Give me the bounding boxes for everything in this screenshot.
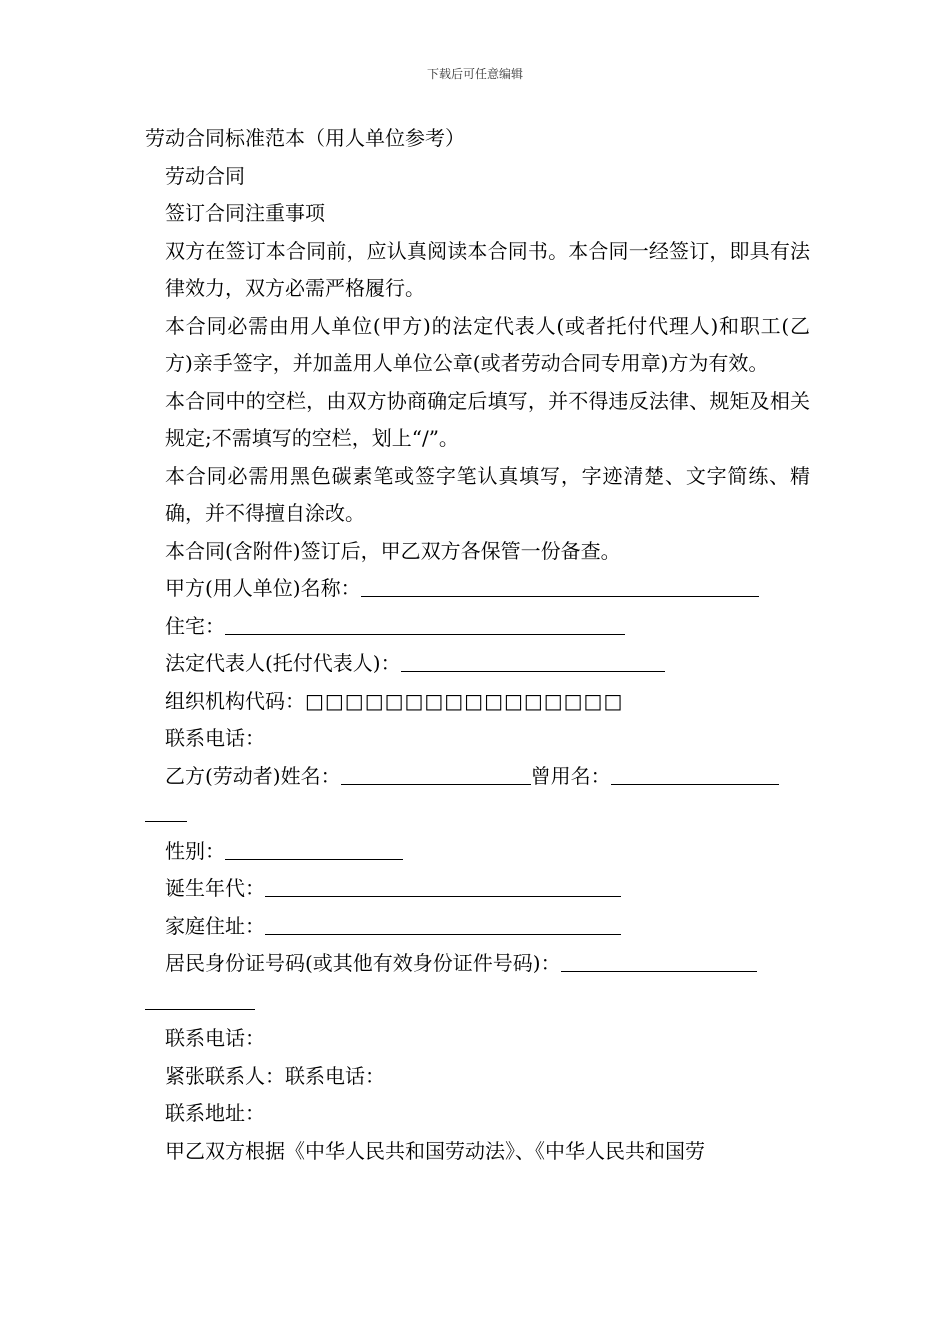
document-title: 劳动合同标准范本（用人单位参考） — [145, 126, 465, 150]
org-code-label: 组织机构代码： — [165, 688, 305, 713]
document-subtitle: 劳动合同 — [165, 163, 245, 188]
legal-rep-blank[interactable] — [401, 651, 665, 672]
paragraph-4: 本合同必需用黑色碳素笔或签字笔认真填写，字迹清楚、文字简练、精确，并不得擅自涂改。 — [165, 463, 810, 525]
party-b-name-label: 乙方(劳动者)姓名： — [165, 763, 341, 788]
page-header: 下载后可任意编辑 — [426, 67, 523, 81]
birth-row — [145, 870, 810, 908]
id-number-label: 居民身份证号码(或其他有效身份证件号码)： — [165, 951, 561, 975]
org-code-boxes[interactable]: □□□□□□□□□□□□□□□□ — [305, 688, 624, 713]
gender-blank[interactable] — [225, 839, 403, 860]
birth-label: 诞生年代： — [165, 876, 265, 900]
id-number-continuation — [145, 983, 810, 1021]
former-name-label: 曾用名： — [530, 763, 611, 788]
phone-row-2: 联系电话： — [165, 1026, 265, 1050]
party-a-name-blank[interactable] — [361, 576, 759, 597]
former-name-blank[interactable] — [611, 764, 779, 785]
residence-label: 住宅： — [165, 613, 225, 638]
legal-rep-row — [145, 645, 810, 683]
party-b-name-row — [145, 758, 810, 796]
document-body — [145, 120, 810, 1170]
paragraph-1: 双方在签订本合同前，应认真阅读本合同书。本合同一经签订，即具有法律效力，双方必需严格履行。 — [165, 238, 810, 300]
party-a-name-label: 甲方(用人单位)名称： — [165, 576, 361, 600]
paragraph-5: 本合同(含附件)签订后，甲乙双方各保管一份备查。 — [165, 538, 621, 563]
home-address-blank[interactable] — [265, 914, 621, 935]
birth-blank[interactable] — [265, 876, 621, 897]
residence-row — [145, 608, 810, 646]
paragraph-2: 本合同必需由用人单位(甲方)的法定代表人(或者托付代理人)和职工(乙方)亲手签字，并加盖用人单位公章(或者劳动合同专用章)方为有效。 — [165, 313, 810, 375]
legal-rep-label: 法定代表人(托付代表人)： — [165, 651, 401, 675]
home-address-label: 家庭住址： — [165, 913, 265, 938]
contact-address-row: 联系地址： — [165, 1101, 265, 1125]
former-name-blank-cont[interactable] — [145, 801, 187, 822]
law-paragraph: 甲乙双方根据《中华人民共和国劳动法》、《中华人民共和国劳 — [165, 1138, 705, 1163]
phone-row-1: 联系电话： — [165, 726, 265, 750]
org-code-row — [145, 683, 810, 721]
residence-blank[interactable] — [225, 614, 625, 635]
id-number-blank-cont[interactable] — [145, 989, 255, 1010]
former-name-continuation — [145, 795, 810, 833]
paragraph-3: 本合同中的空栏，由双方协商确定后填写，并不得违反法律、规矩及相关规定;不需填写的空栏，划上“/”。 — [165, 388, 810, 450]
gender-row — [145, 833, 810, 871]
party-a-name-row — [145, 570, 810, 608]
home-address-row — [145, 908, 810, 946]
party-b-name-blank[interactable] — [341, 764, 531, 785]
notice-heading: 签订合同注重事项 — [165, 201, 325, 225]
gender-label: 性别： — [165, 838, 225, 863]
id-number-row — [145, 945, 810, 983]
emergency-contact-row: 紧张联系人：联系电话： — [165, 1063, 385, 1088]
id-number-blank[interactable] — [561, 951, 757, 972]
